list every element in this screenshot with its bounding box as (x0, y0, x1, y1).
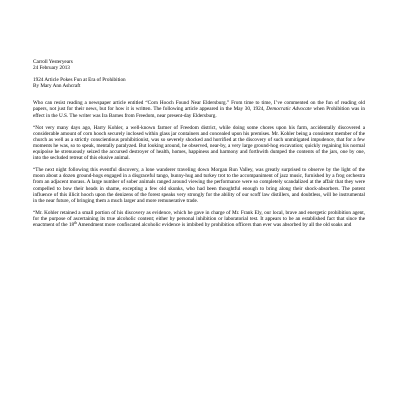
publication-name: Carroll Yesteryears (33, 59, 73, 65)
ordinal-suffix: th (74, 220, 77, 225)
article-body (33, 59, 365, 234)
publication-date: 24 February 2013 (33, 65, 70, 72)
quote-paragraph-1: “Not very many days ago, Harry Kohler, a well-known farmer of Freedom district, while doing some chores upon his farm, accidentally discovered a considerable amount of corn hooch securely inclosed within glass jar containers and concealed upon his premises. Mr. Kohler being a consistent member of the church as well as a strictly conscientious prohibitionist, was so severely shocked and horrified at the discovery of such unmitigated impudence, that for a few moments he was, so to speak, mentally paralyzed. But looking around, he observed, near-by, a very large ground-hog excavation; quickly regaining his normal equipoise he strenuously seized the accursed destroyer of health, homes, happiness and harmony and forthwith dumped the contents of the jars, one by one, into the secluded retreat of this elusive animal. (33, 124, 365, 162)
quote-paragraph-2: “The next night following this eventful discovery, a lone wanderer traveling down Morgan Run Valley, was greatly surprised to observe by the light of the moon about a dozen ground-hogs engaged in a disgraceful tango, bunny-hug and turkey trot to the accompaniment of jazz music, furnished by a frog orchestra from an adjacent morass. A large number of sober animals ranged around viewing the performance were so completely scandalized at the affair that they were compelled to bow their heads in shame, excepting a few old skunks, who had been thoughtful enough to bring along their shock-absorbers. The potent influence of this illicit hooch upon the denizens of the forest speaks very strongly for the ability of our scoff law distillers, and doubtless, will be instrumental in the near future, of bringing them a much larger and more remunerative trade. (33, 167, 365, 204)
intro-paragraph (33, 100, 365, 118)
intro-text-1: Who can resist reading a newspaper article entitled “Corn Hooch Found Near Eldersburg.” From time to time, I’ve commented on the fun of reading old papers, not just for their news, but for how it is written. The following article appeared in the May 30, 1924, (33, 100, 365, 113)
article-header (33, 59, 365, 89)
quote-paragraph-3-text-1: “Mr. Kohler retained a small portion of his discovery as evidence, which he gave in charge of Mr. Frank Ely, our local, brave and energetic prohibition agent, for the purpose of ascertaining its true alcoholic content; either by personal inhibition or laboratorial test. It appears to be an established fact that since the enactment of the 18 (33, 209, 365, 228)
article-byline: By Mary Ann Ashcraft (33, 83, 81, 90)
intro-text-2: when Prohibition was in effect in the U.S. The writer was Ira Barnes from Freedom, near present-day Eldersburg. (33, 106, 366, 119)
quote-paragraph-3-text-2: Amendment more confiscated alcoholic evidence is imbibed by prohibition officers than ever was absorbed by all the old soaks and (76, 221, 352, 228)
newspaper-name: Democratic Advocate (266, 106, 312, 113)
quote-paragraph-3 (33, 210, 365, 228)
article-title: 1924 Article Pokes Fun at Era of Prohibition (33, 77, 126, 84)
